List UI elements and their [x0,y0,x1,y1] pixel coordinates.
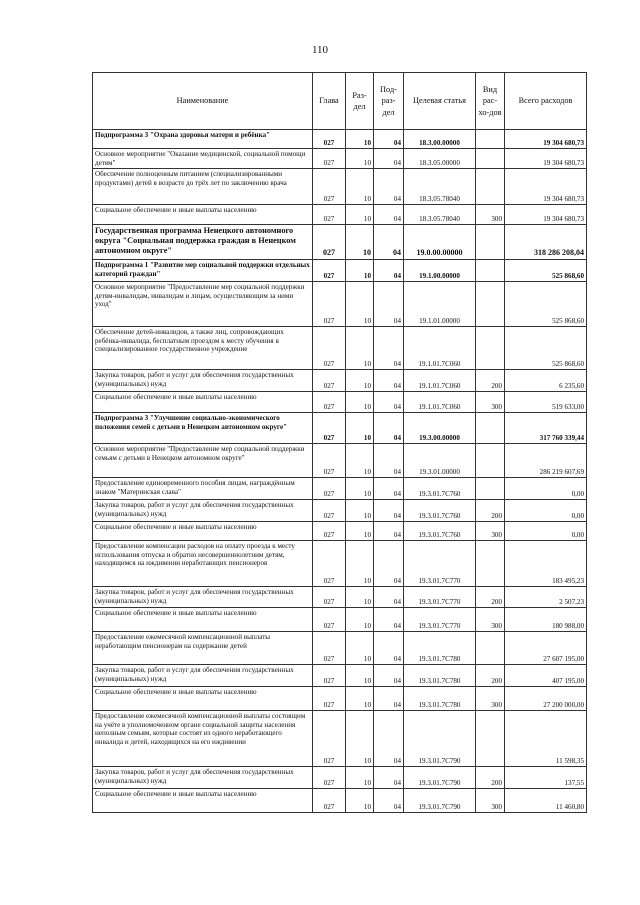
cell-section: 10 [346,478,374,500]
table-row [93,522,587,541]
cell-total: 11 598,35 [505,711,587,767]
cell-section: 10 [346,687,374,711]
expenditure-table [92,72,587,813]
cell-name: Социальное обеспечение и иные выплаты населению [93,522,313,541]
cell-name: Государственная программа Ненецкого автономного округа "Социальная поддержка граждан в Ненецком автономном округе" [93,225,313,260]
cell-total: 19 304 680,73 [505,169,587,205]
cell-type: 200 [476,587,505,608]
cell-total: 27 607 195,00 [505,632,587,665]
header-chapter: Глава [313,73,346,130]
cell-chapter: 027 [313,413,346,444]
cell-target: 19.3.01.7С770 [404,587,476,608]
cell-chapter: 027 [313,370,346,392]
cell-name: Социальное обеспечение и иные выплаты населению [93,205,313,225]
cell-section: 10 [346,608,374,632]
cell-total: 19 304 680,73 [505,205,587,225]
cell-section: 10 [346,522,374,541]
cell-target: 18.3.05.78040 [404,205,476,225]
cell-subsection: 04 [374,541,404,587]
cell-type: 300 [476,608,505,632]
cell-target: 19.3.01.7С760 [404,500,476,522]
table-row [93,500,587,522]
header-total: Всего расходов [505,73,587,130]
cell-type [476,149,505,169]
cell-total: 27 200 000,00 [505,687,587,711]
cell-section: 10 [346,444,374,478]
cell-total: 6 235,60 [505,370,587,392]
cell-type [476,327,505,370]
cell-type: 200 [476,370,505,392]
table-row [93,327,587,370]
cell-total: 183 495,23 [505,541,587,587]
cell-section: 10 [346,500,374,522]
cell-name: Предоставление компенсации расходов на оплату проезда к месту использования отпуска и обратно несовершеннолетним детям, находящимся на иждивении неработающих пенсионеров [93,541,313,587]
cell-section: 10 [346,327,374,370]
cell-chapter: 027 [313,169,346,205]
cell-name: Предоставление ежемесячной компенсационной выплаты состоящим на учёте в уполномоченном органе социальной защиты населения неполным семьям, которые состоят из одного неработающего инвалида и детей, находящихся на его иждивении [93,711,313,767]
cell-chapter: 027 [313,767,346,789]
table-row [93,587,587,608]
cell-subsection: 04 [374,587,404,608]
cell-subsection: 04 [374,711,404,767]
cell-section: 10 [346,169,374,205]
header-type: Вид рас-хо-дов [476,73,505,130]
cell-target: 18.3.05.00000 [404,149,476,169]
cell-name: Подпрограмма 1 "Развитие мер социальной поддержки отдельных категорий граждан" [93,260,313,282]
cell-subsection: 04 [374,205,404,225]
cell-section: 10 [346,632,374,665]
cell-type [476,282,505,327]
cell-section: 10 [346,392,374,413]
cell-name: Основное мероприятие "Оказание медицинской, социальной помощи детям" [93,149,313,169]
cell-chapter: 027 [313,687,346,711]
cell-section: 10 [346,260,374,282]
cell-total: 525 868,60 [505,327,587,370]
cell-total: 2 507,23 [505,587,587,608]
cell-target: 19.3.01.7С790 [404,789,476,813]
cell-chapter: 027 [313,225,346,260]
cell-subsection: 04 [374,260,404,282]
cell-type [476,632,505,665]
cell-subsection: 04 [374,500,404,522]
cell-name: Подпрограмма 3 "Улучшение социально-экономического положения семей с детьми в Ненецком автономном округе" [93,413,313,444]
cell-section: 10 [346,413,374,444]
cell-subsection: 04 [374,413,404,444]
cell-type [476,541,505,587]
cell-section: 10 [346,767,374,789]
cell-total: 19 304 680,73 [505,149,587,169]
cell-chapter: 027 [313,632,346,665]
cell-target: 19.3.00.00000 [404,413,476,444]
cell-target: 19.3.01.7С770 [404,541,476,587]
cell-type: 200 [476,665,505,687]
cell-subsection: 04 [374,522,404,541]
cell-total: 0,00 [505,478,587,500]
cell-type [476,225,505,260]
cell-subsection: 04 [374,444,404,478]
cell-total: 525 868,60 [505,260,587,282]
cell-target: 18.3.05.78040 [404,169,476,205]
cell-total: 317 760 339,44 [505,413,587,444]
table-row [93,711,587,767]
table-row [93,478,587,500]
cell-subsection: 04 [374,169,404,205]
cell-chapter: 027 [313,587,346,608]
cell-chapter: 027 [313,608,346,632]
cell-target: 19.1.01.7С060 [404,370,476,392]
cell-total: 286 219 607,69 [505,444,587,478]
cell-subsection: 04 [374,327,404,370]
cell-type [476,260,505,282]
table-row [93,444,587,478]
cell-name: Основное мероприятие "Предоставление мер социальной поддержки семьям с детьми в Ненецком автономном округе" [93,444,313,478]
cell-subsection: 04 [374,130,404,149]
cell-target: 19.3.01.7С780 [404,665,476,687]
cell-subsection: 04 [374,282,404,327]
cell-total: 137,55 [505,767,587,789]
cell-target: 19.1.01.7С060 [404,327,476,370]
cell-target: 19.3.01.7С770 [404,608,476,632]
cell-section: 10 [346,225,374,260]
cell-subsection: 04 [374,632,404,665]
cell-chapter: 027 [313,392,346,413]
cell-total: 0,00 [505,500,587,522]
table-row [93,687,587,711]
cell-chapter: 027 [313,282,346,327]
cell-section: 10 [346,149,374,169]
cell-type [476,130,505,149]
cell-type: 300 [476,789,505,813]
cell-subsection: 04 [374,687,404,711]
cell-type: 200 [476,767,505,789]
cell-total: 19 304 680,73 [505,130,587,149]
cell-target: 19.0.00.00000 [404,225,476,260]
cell-name: Подпрограмма 3 "Охрана здоровья матери и ребёнка" [93,130,313,149]
cell-total: 525 868,60 [505,282,587,327]
cell-name: Предоставление ежемесячной компенсационной выплаты неработающим пенсионерам на содержание детей [93,632,313,665]
cell-total: 11 460,80 [505,789,587,813]
cell-section: 10 [346,370,374,392]
cell-type: 300 [476,687,505,711]
cell-total: 519 633,00 [505,392,587,413]
cell-section: 10 [346,789,374,813]
cell-name: Социальное обеспечение и иные выплаты населению [93,608,313,632]
cell-subsection: 04 [374,225,404,260]
cell-section: 10 [346,587,374,608]
cell-total: 0,00 [505,522,587,541]
cell-chapter: 027 [313,522,346,541]
cell-name: Социальное обеспечение и иные выплаты населению [93,392,313,413]
cell-name: Закупка товаров, работ и услуг для обеспечения государственных (муниципальных) нужд [93,500,313,522]
cell-name: Закупка товаров, работ и услуг для обеспечения государственных (муниципальных) нужд [93,370,313,392]
cell-chapter: 027 [313,327,346,370]
cell-chapter: 027 [313,541,346,587]
table-body [93,130,587,813]
cell-chapter: 027 [313,665,346,687]
cell-subsection: 04 [374,392,404,413]
cell-target: 19.3.01.7С780 [404,632,476,665]
cell-type [476,413,505,444]
cell-chapter: 027 [313,205,346,225]
cell-target: 19.3.01.7С760 [404,522,476,541]
cell-target: 19.3.01.7С790 [404,767,476,789]
cell-name: Предоставление единовременного пособия лицам, награждённым знаком "Материнская слава" [93,478,313,500]
cell-type: 300 [476,392,505,413]
table-row [93,205,587,225]
cell-type [476,478,505,500]
cell-section: 10 [346,282,374,327]
table-row [93,665,587,687]
cell-section: 10 [346,665,374,687]
cell-name: Обеспечение полноценным питанием (специализированными продуктами) детей в возрасте до трёх лет по заключению врача [93,169,313,205]
cell-chapter: 027 [313,130,346,149]
cell-target: 19.1.01.7С060 [404,392,476,413]
cell-type: 200 [476,500,505,522]
table-row [93,541,587,587]
table-row [93,632,587,665]
cell-chapter: 027 [313,260,346,282]
cell-subsection: 04 [374,789,404,813]
cell-total: 318 286 208,04 [505,225,587,260]
cell-total: 407 195,00 [505,665,587,687]
cell-chapter: 027 [313,444,346,478]
cell-name: Социальное обеспечение и иные выплаты населению [93,789,313,813]
cell-total: 180 988,00 [505,608,587,632]
table-row [93,392,587,413]
table-row [93,370,587,392]
table-row [93,413,587,444]
cell-name: Закупка товаров, работ и услуг для обеспечения государственных (муниципальных) нужд [93,665,313,687]
table-row [93,169,587,205]
cell-target: 19.3.01.7С790 [404,711,476,767]
cell-target: 19.3.01.7С780 [404,687,476,711]
cell-type: 300 [476,205,505,225]
table-row [93,789,587,813]
table-row [93,282,587,327]
cell-target: 19.1.01.00000 [404,282,476,327]
cell-target: 19.1.00.00000 [404,260,476,282]
cell-type [476,169,505,205]
table-row [93,767,587,789]
header-name: Наименование [93,73,313,130]
table-row [93,130,587,149]
cell-name: Обеспечение детей-инвалидов, а также лиц, сопровождающих ребёнка-инвалида, бесплатным проездом к месту обучения в специализированное государственное учреждение [93,327,313,370]
page-number: 110 [311,44,329,56]
cell-subsection: 04 [374,149,404,169]
cell-chapter: 027 [313,478,346,500]
cell-subsection: 04 [374,478,404,500]
cell-chapter: 027 [313,711,346,767]
cell-name: Закупка товаров, работ и услуг для обеспечения государственных (муниципальных) нужд [93,767,313,789]
cell-section: 10 [346,130,374,149]
cell-target: 18.3.00.00000 [404,130,476,149]
cell-name: Закупка товаров, работ и услуг для обеспечения государственных (муниципальных) нужд [93,587,313,608]
cell-chapter: 027 [313,500,346,522]
cell-type [476,711,505,767]
cell-target: 19.3.01.00000 [404,444,476,478]
table-row [93,260,587,282]
table-row [93,225,587,260]
header-subsection: Под-раз-дел [374,73,404,130]
cell-section: 10 [346,711,374,767]
cell-type: 300 [476,522,505,541]
table-row [93,608,587,632]
cell-subsection: 04 [374,608,404,632]
cell-chapter: 027 [313,149,346,169]
header-target: Целевая статья [404,73,476,130]
cell-name: Основное мероприятие "Предоставление мер социальной поддержки детям-инвалидам, инвалидам и лицам, осуществляющим за ними уход" [93,282,313,327]
cell-section: 10 [346,205,374,225]
cell-subsection: 04 [374,767,404,789]
cell-section: 10 [346,541,374,587]
table-row [93,149,587,169]
cell-chapter: 027 [313,789,346,813]
cell-subsection: 04 [374,370,404,392]
cell-type [476,444,505,478]
cell-target: 19.3.01.7С760 [404,478,476,500]
header-section: Раз-дел [346,73,374,130]
header-row [93,73,587,130]
cell-subsection: 04 [374,665,404,687]
cell-name: Социальное обеспечение и иные выплаты населению [93,687,313,711]
